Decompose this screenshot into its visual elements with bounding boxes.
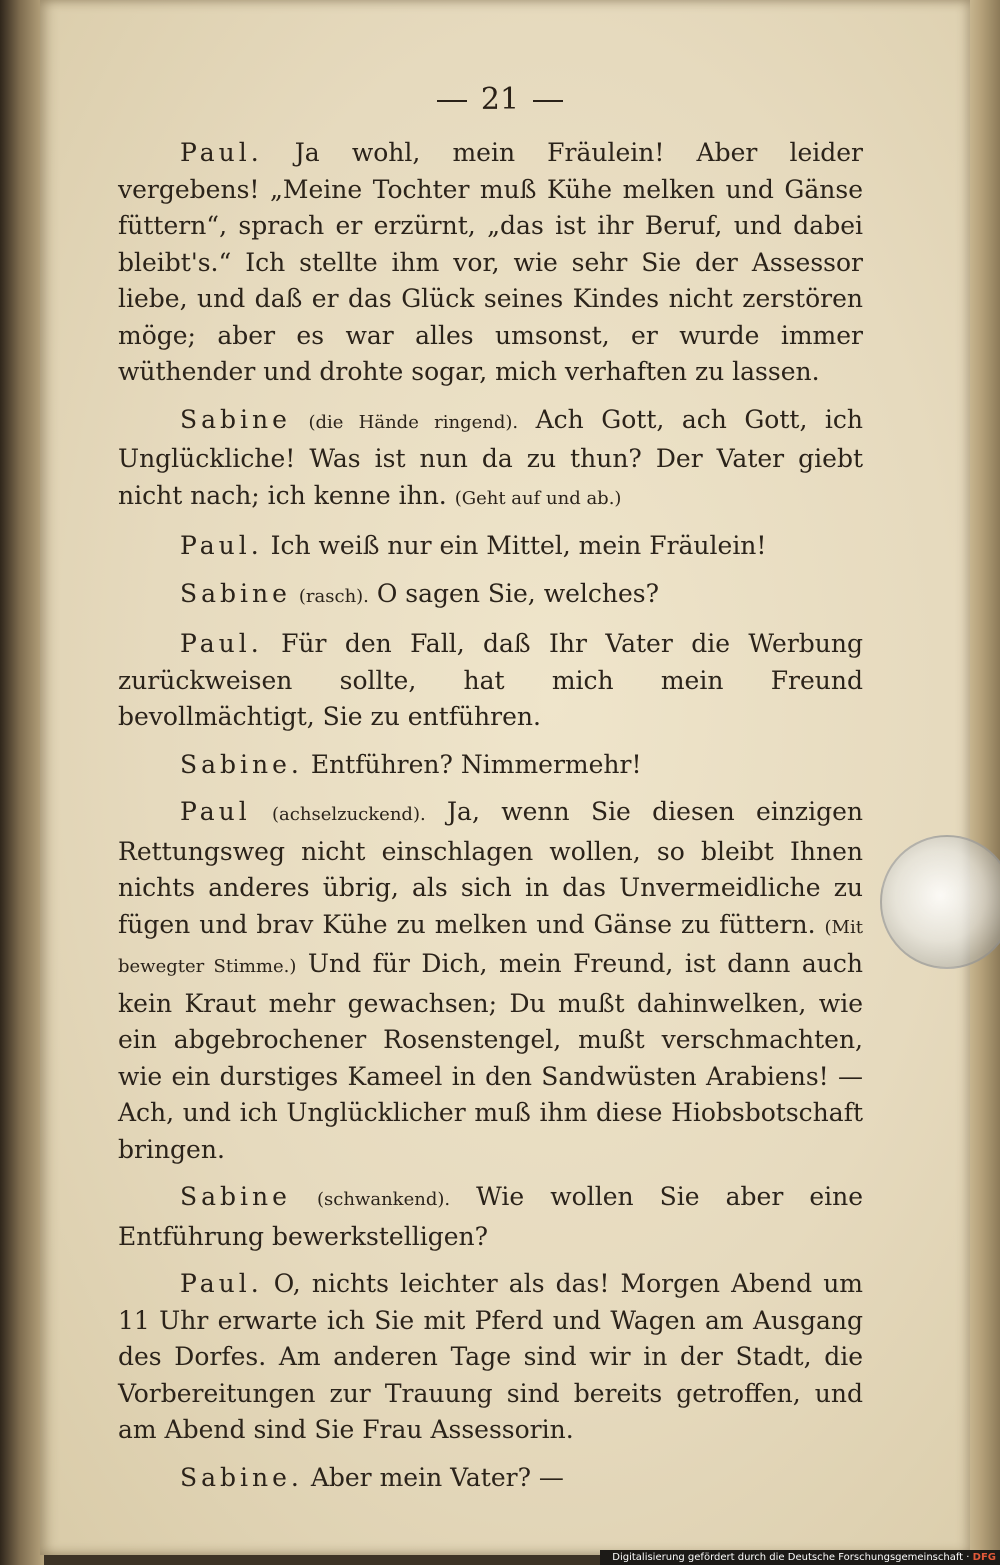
dfg-logo: DFG: [972, 1552, 996, 1563]
dialogue-paragraph: [118, 747, 863, 784]
dialogue-text: Entführen? Nimmermehr!: [310, 749, 642, 779]
speaker-name: Sabine.: [180, 1462, 303, 1492]
speaker-name: Paul.: [180, 629, 263, 658]
dialogue-text: Ich weiß nur ein Mittel, mein Fräulein!: [270, 531, 767, 560]
speaker-name: Paul.: [180, 138, 263, 167]
dialogue-paragraph: [118, 1266, 863, 1449]
stage-direction: (schwankend).: [317, 1189, 451, 1210]
dialogue-paragraph: [118, 528, 863, 565]
dialogue-text: Ach Gott, ach Gott, ich Unglückliche! Was ist nun da zu thun? Der Vater giebt nicht nach; ich kenne ihn.: [118, 404, 863, 510]
dialogue-paragraph: [118, 576, 863, 616]
dialogue-text: O, nichts leichter als das! Morgen Abend um 11 Uhr erwarte ich Sie mit Pferd und Wagen am Ausgang des Dorfes. Am anderen Tage sind wir in der Stadt, die Vorbereitungen zur Trauung sind bereits getroffen, und am Abend sind Sie Frau Assessorin.: [118, 1269, 863, 1444]
page-body: [118, 135, 863, 1507]
stage-direction: (rasch).: [298, 585, 369, 607]
dialogue-paragraph: [118, 1179, 863, 1255]
stage-direction-after: (Geht auf und ab.): [454, 487, 622, 509]
stage-direction: (die Hände ringend).: [308, 411, 519, 433]
speaker-name: Paul.: [180, 1269, 263, 1298]
stage-direction-after: (Mit bewegter Stimme.): [118, 916, 863, 977]
dialogue-text: Ja, wenn Sie diesen einzigen Rettungsweg nicht einschlagen wollen, so bleibt Ihnen nichts anderes übrig, als sich in das Unvermeidliche zu fügen und brav Kühe zu melken und Gänse zu füttern.: [118, 797, 863, 939]
speaker-name: Paul.: [180, 531, 263, 560]
header-dash-left: [437, 100, 467, 102]
stage-direction: (achselzuckend).: [272, 804, 426, 825]
dialogue-paragraph: [118, 794, 863, 1168]
page-header: [0, 82, 1000, 117]
dialogue-paragraph: [118, 402, 863, 518]
header-dash-right: [533, 100, 563, 102]
digitization-footer: [600, 1550, 1000, 1565]
dialogue-paragraph: [118, 626, 863, 736]
dialogue-text: Ja wohl, mein Fräulein! Aber leider vergebens! „Meine Tochter muß Kühe melken und Gänse füttern“, sprach er erzürnt, „das ist ihr Beruf, und dabei bleibt's.“ Ich stellte ihm vor, wie sehr Sie der Assessor liebe, und daß er das Glück seines Kindes nicht zerstören möge; aber es war alles umsonst, er wurde immer wüthender und drohte sogar, mich verhaften zu lassen.: [118, 138, 863, 386]
dialogue-text: Für den Fall, daß Ihr Vater die Werbung zurückweisen sollte, hat mich mein Freund bevollmächtigt, Sie zu entführen.: [118, 629, 863, 731]
footer-credit: Digitalisierung gefördert durch die Deutsche Forschungsgemeinschaft ·: [612, 1552, 970, 1563]
dialogue-paragraph: [118, 135, 863, 391]
dialogue-text: Aber mein Vater? —: [310, 1462, 564, 1492]
dialogue-paragraph: [118, 1460, 863, 1497]
dialogue-text: O sagen Sie, welches?: [376, 578, 660, 608]
speaker-name: Sabine: [180, 578, 291, 608]
dialogue-text-continued: Und für Dich, mein Freund, ist dann auch kein Kraut mehr gewachsen; Du mußt dahinwelken, wie ein abgebrochener Rosenstengel, mußt verschmachten, wie ein durstiges Kameel in den Sandwüsten Arabiens! — Ach, und ich Unglücklicher muß ihm diese Hiobsbotschaft bringen.: [118, 949, 863, 1164]
book-spine-left: [0, 0, 44, 1565]
speaker-name: Paul: [180, 797, 251, 826]
speaker-name: Sabine: [180, 404, 291, 434]
dialogue-text: Wie wollen Sie aber eine Entführung bewerkstelligen?: [118, 1182, 864, 1251]
page-number: 21: [480, 82, 520, 117]
speaker-name: Sabine: [180, 1182, 291, 1211]
speaker-name: Sabine.: [180, 749, 303, 779]
